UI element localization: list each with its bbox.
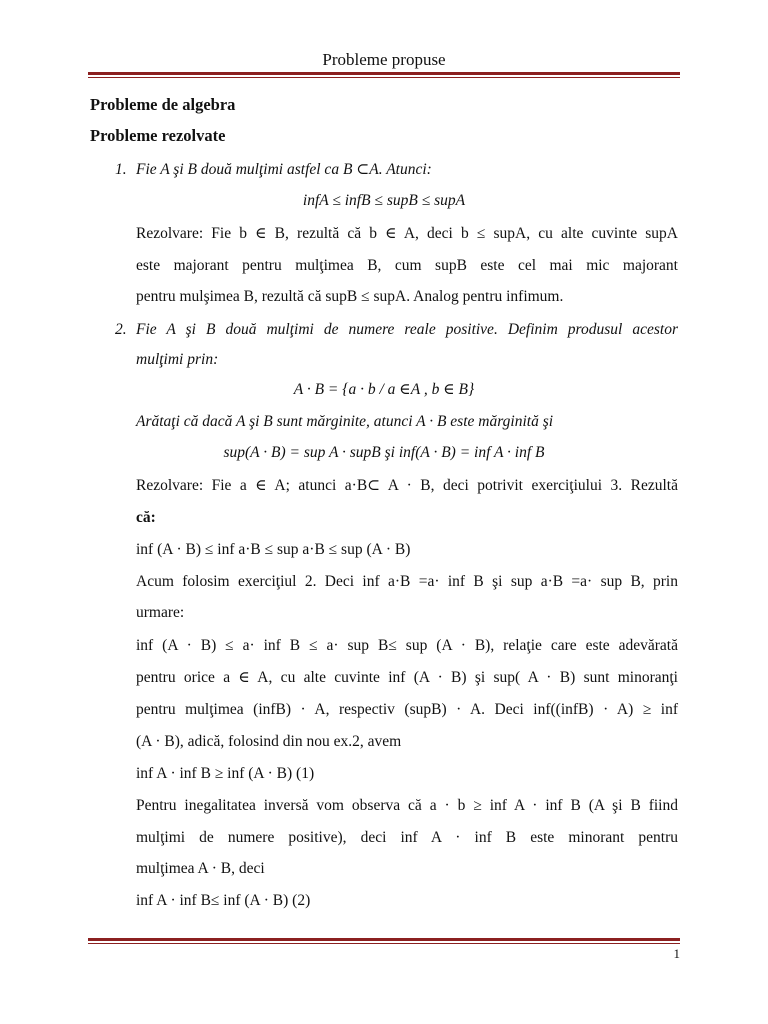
- solution-line: Pentru inegalitatea inversă vom observa că a · b ≥ inf A · inf B (A şi B fiind: [136, 797, 678, 814]
- solution-line: inf (A · B) ≤ a· inf B ≤ a· sup B≤ sup (A · B), relaţie care este adevărată: [136, 637, 678, 654]
- problem-statement: Fie A şi B două mulţimi astfel ca B ⊂A. Atunci:: [136, 161, 432, 178]
- solution-line: inf (A · B) ≤ inf a·B ≤ sup a·B ≤ sup (A · B): [136, 541, 411, 558]
- solution-line: pentru mulşimea B, rezultă că supB ≤ supA. Analog pentru infimum.: [136, 288, 564, 305]
- solution-line: urmare:: [136, 604, 185, 621]
- problem-formula: sup(A · B) = sup A · supB şi inf(A · B) = inf A · inf B: [223, 444, 545, 461]
- solution-line: mulţimi de numere positive), deci inf A · inf B este minorant pentru: [136, 829, 678, 846]
- solution-line: Rezolvare: Fie b ∈ B, rezultă că b ∈ A, deci b ≤ supA, cu alte cuvinte supA: [136, 225, 678, 242]
- inequality-2: inf A · inf B≤ inf (A · B) (2): [136, 892, 311, 909]
- solution-line: pentru orice a ∈ A, cu alte cuvinte inf (A · B) şi sup( A · B) sunt minoranţi: [136, 669, 678, 686]
- solution-line: că:: [136, 509, 156, 526]
- problem-question: Arătaţi că dacă A şi B sunt mărginite, atunci A · B este mărginită şi: [136, 413, 554, 430]
- solution-line: Acum folosim exerciţiul 2. Deci inf a·B =a· inf B şi sup a·B =a· sup B, prin: [136, 573, 678, 590]
- problem-formula: A · B = {a · b / a ∈A , b ∈ B}: [293, 381, 475, 398]
- solution-line: este majorant pentru mulţimea B, cum supB este cel mai mic majorant: [136, 257, 678, 274]
- section-heading: Probleme de algebra: [90, 95, 236, 114]
- footer-rule: [88, 938, 680, 944]
- page-header: Probleme propuse: [322, 50, 446, 69]
- solution-line: (A · B), adică, folosind din nou ex.2, avem: [136, 733, 402, 750]
- inequality-1: inf A · inf B ≥ inf (A · B) (1): [136, 765, 315, 782]
- solution-line: mulţimea A · B, deci: [136, 860, 265, 877]
- problem-statement: mulţimi prin:: [136, 351, 219, 368]
- page-number: 1: [673, 946, 680, 961]
- solution-line: pentru mulţimea (infB) · A, respectiv (supB) · A. Deci inf((infB) · A) ≥ inf: [136, 701, 678, 718]
- solution-line: Rezolvare: Fie a ∈ A; atunci a·B⊂ A · B, deci potrivit exerciţiului 3. Rezultă: [136, 477, 678, 494]
- problem-formula: infA ≤ infB ≤ supB ≤ supA: [302, 192, 466, 209]
- header-rule: [88, 72, 680, 78]
- problem-number: 1.: [115, 161, 127, 178]
- subsection-heading: Probleme rezolvate: [90, 126, 226, 145]
- problem-number: 2.: [115, 321, 127, 338]
- problem-statement: Fie A şi B două mulţimi de numere reale positive. Definim produsul acestor: [136, 321, 678, 338]
